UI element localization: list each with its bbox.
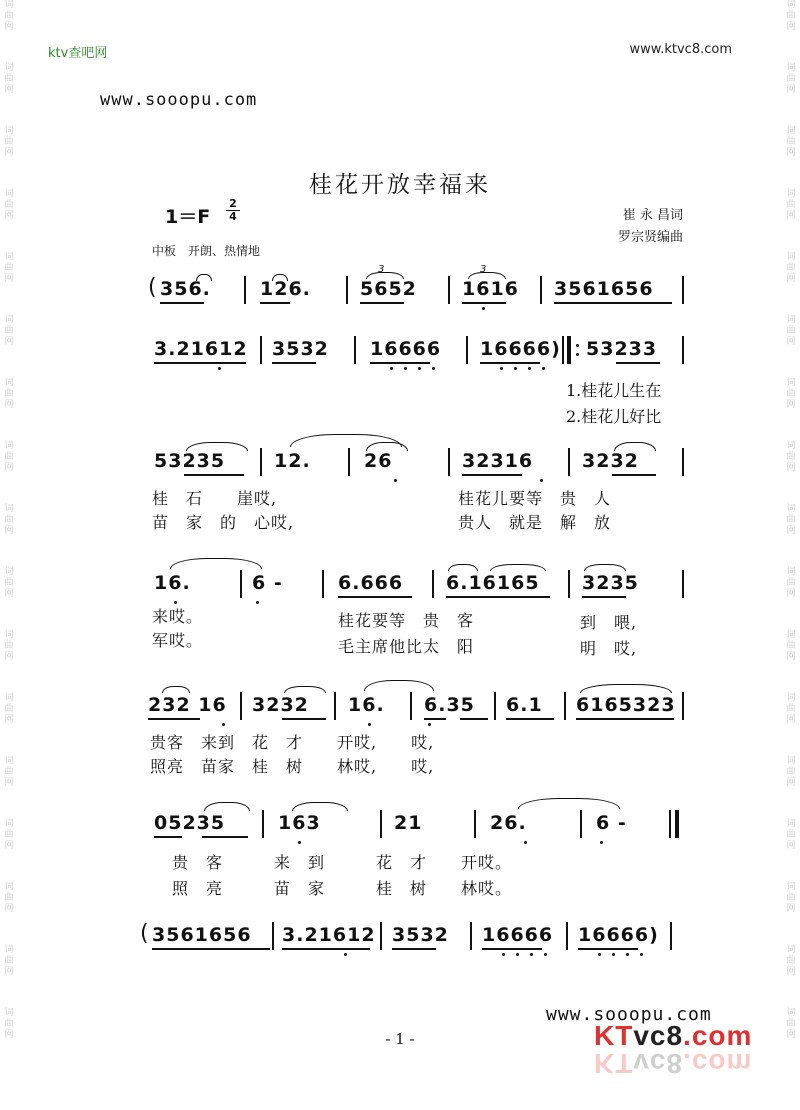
note-group: 6.666 xyxy=(338,572,404,594)
edge-glyph: 网 xyxy=(786,652,796,662)
edge-glyph: 词 xyxy=(4,0,14,10)
note-group: 53233 xyxy=(586,338,658,360)
edge-glyph: 曲 xyxy=(786,11,796,21)
edge-glyph: 网 xyxy=(4,652,14,662)
lyric-row3-v1-a: 桂 石 崖哎, xyxy=(152,489,278,508)
edge-glyph: 网 xyxy=(786,967,796,977)
edge-glyph: 曲 xyxy=(786,200,796,210)
edge-glyph: 词 xyxy=(786,945,796,955)
edge-glyph: 曲 xyxy=(786,767,796,777)
triplet-mark: 3 xyxy=(480,264,487,275)
note-group: 05235 xyxy=(154,812,226,834)
edge-glyph: 网 xyxy=(4,85,14,95)
edge-glyph: 网 xyxy=(4,274,14,284)
note-group: 6.35 xyxy=(424,694,475,716)
open-parenthesis: ( xyxy=(140,921,149,946)
edge-glyph: 网 xyxy=(4,841,14,851)
edge-glyph: 词 xyxy=(4,63,14,73)
logo-part-com: .com xyxy=(683,1020,753,1051)
lyric-row5-v2: 照亮 苗家 桂 树 林哎, 哎, xyxy=(150,757,435,776)
edge-glyph: 词 xyxy=(4,882,14,892)
edge-glyph: 网 xyxy=(786,85,796,95)
edge-glyph: 曲 xyxy=(786,263,796,273)
notation-system-6 xyxy=(148,806,688,840)
edge-glyph: 词 xyxy=(4,756,14,766)
open-parenthesis: ( xyxy=(148,275,157,300)
edge-glyph: 网 xyxy=(4,337,14,347)
edge-glyph: 词 xyxy=(786,441,796,451)
note-group: 3561656 xyxy=(152,924,252,946)
note-group: 16666) xyxy=(578,924,659,946)
edge-glyph: 词 xyxy=(4,441,14,451)
time-signature xyxy=(226,198,240,223)
note-group: 16666 xyxy=(482,924,554,946)
edge-glyph: 曲 xyxy=(4,641,14,651)
edge-glyph: 曲 xyxy=(786,956,796,966)
edge-glyph: 曲 xyxy=(4,704,14,714)
key-signature: 1＝F xyxy=(165,206,211,228)
lyricist-credit: 崔 永 昌词 xyxy=(622,208,683,223)
edge-glyph: 词 xyxy=(4,315,14,325)
edge-glyph: 词 xyxy=(786,189,796,199)
note-group: 6.1 xyxy=(506,694,543,716)
note-group: 12. xyxy=(274,450,311,472)
verse-2-intro: 2.桂花儿好比 xyxy=(566,407,662,426)
edge-glyph: 词 xyxy=(4,630,14,640)
edge-glyph: 词 xyxy=(4,567,14,577)
edge-glyph: 词 xyxy=(786,1008,796,1018)
edge-glyph: 网 xyxy=(4,148,14,158)
edge-glyph: 网 xyxy=(4,400,14,410)
note-group: 5652 xyxy=(360,278,417,300)
lyric-row4-v2-a: 军哎。 xyxy=(152,631,204,650)
page-number: - 1 - xyxy=(385,1030,415,1048)
edge-glyph: 词 xyxy=(786,567,796,577)
edge-glyph: 网 xyxy=(4,967,14,977)
edge-glyph: 网 xyxy=(786,589,796,599)
note-group: 16. xyxy=(348,694,385,716)
edge-glyph: 词 xyxy=(4,945,14,955)
edge-glyph: 曲 xyxy=(4,515,14,525)
edge-glyph: 网 xyxy=(786,1030,796,1040)
note-group: 6165323 xyxy=(576,694,676,716)
site-url-right[interactable]: www.ktvc8.com xyxy=(629,42,732,57)
edge-glyph: 曲 xyxy=(786,893,796,903)
note-group: 16666) xyxy=(480,338,561,360)
note-group: 26 xyxy=(364,450,393,472)
edge-glyph: 曲 xyxy=(786,641,796,651)
edge-glyph: 网 xyxy=(4,22,14,32)
lyric-row6-v1: 贵 客 来 到 花 才 开哎。 xyxy=(172,853,513,872)
note-group: 356. xyxy=(160,278,211,300)
logo-part-mid: vc8 xyxy=(633,1020,684,1051)
edge-glyph: 网 xyxy=(786,778,796,788)
edge-glyph: 词 xyxy=(786,882,796,892)
lyric-row3-v2-a: 苗 家 的 心哎, xyxy=(152,513,295,532)
note-group: 53235 xyxy=(154,450,226,472)
watermark-url-top: www.sooopu.com xyxy=(100,90,258,110)
edge-glyph: 曲 xyxy=(786,578,796,588)
edge-glyph: 词 xyxy=(786,0,796,10)
edge-glyph: 网 xyxy=(4,589,14,599)
edge-glyph: 词 xyxy=(786,126,796,136)
note-group: 3561656 xyxy=(554,278,654,300)
edge-glyph: 网 xyxy=(4,526,14,536)
notation-system-5 xyxy=(148,688,688,722)
lyric-row3-v2-b: 贵人 就是 解 放 xyxy=(458,513,612,532)
note-group: 163 xyxy=(278,812,321,834)
edge-glyph: 词 xyxy=(4,126,14,136)
repeat-sign xyxy=(576,344,580,362)
verse-1-intro: 1.桂花儿生在 xyxy=(566,381,662,400)
edge-glyph: 曲 xyxy=(4,893,14,903)
edge-glyph: 曲 xyxy=(4,830,14,840)
note-group: 1616 xyxy=(462,278,519,300)
edge-glyph: 词 xyxy=(786,693,796,703)
note-group: 126. xyxy=(260,278,311,300)
edge-glyph: 网 xyxy=(786,463,796,473)
note-group: 3.21612 xyxy=(154,338,248,360)
edge-glyph: 网 xyxy=(4,904,14,914)
edge-glyph: 网 xyxy=(4,211,14,221)
edge-glyph: 曲 xyxy=(4,767,14,777)
edge-glyph: 曲 xyxy=(4,956,14,966)
edge-glyph: 曲 xyxy=(786,326,796,336)
edge-glyph: 词 xyxy=(786,819,796,829)
song-title: 桂花开放幸福来 xyxy=(309,172,491,198)
edge-glyph: 曲 xyxy=(4,1019,14,1029)
edge-glyph: 词 xyxy=(4,693,14,703)
edge-glyph: 词 xyxy=(4,189,14,199)
edge-glyph: 曲 xyxy=(4,137,14,147)
edge-glyph: 曲 xyxy=(786,137,796,147)
note-group: 3232 xyxy=(582,450,639,472)
note-group: 6.16165 xyxy=(446,572,540,594)
edge-glyph: 曲 xyxy=(786,515,796,525)
edge-glyph: 网 xyxy=(786,400,796,410)
note-group: 3532 xyxy=(392,924,449,946)
edge-glyph: 网 xyxy=(4,463,14,473)
note-group: 6 - xyxy=(252,572,283,594)
edge-glyph: 曲 xyxy=(4,389,14,399)
note-group: 3.21612 xyxy=(282,924,376,946)
notation-system-4 xyxy=(148,566,688,600)
note-group: 26. xyxy=(490,812,527,834)
edge-glyph: 词 xyxy=(786,252,796,262)
lyric-row5-v1: 贵客 来到 花 才 开哎, 哎, xyxy=(150,733,435,752)
edge-glyph: 词 xyxy=(4,378,14,388)
lyric-row4-v2-c: 明 哎, xyxy=(580,639,638,658)
note-group: 3235 xyxy=(582,572,639,594)
edge-glyph: 曲 xyxy=(4,452,14,462)
edge-glyph: 网 xyxy=(786,22,796,32)
edge-glyph: 词 xyxy=(786,378,796,388)
lyric-row4-v1-a: 来哎。 xyxy=(152,607,204,626)
lyric-row4-v1-b: 桂花要等 贵 客 xyxy=(338,611,475,630)
notation-system-1 xyxy=(148,264,688,306)
edge-glyph: 词 xyxy=(786,504,796,514)
edge-glyph: 曲 xyxy=(786,452,796,462)
edge-glyph: 曲 xyxy=(4,578,14,588)
note-group: 3532 xyxy=(272,338,329,360)
edge-glyph: 曲 xyxy=(786,389,796,399)
edge-glyph: 曲 xyxy=(786,830,796,840)
note-group: 32316 xyxy=(462,450,534,472)
edge-glyph: 词 xyxy=(786,630,796,640)
edge-glyph: 词 xyxy=(4,819,14,829)
lyric-row4-v1-c: 到 喂, xyxy=(580,613,638,632)
watermark-url-bottom: www.sooopu.com xyxy=(546,1004,712,1025)
time-signature-bottom: 4 xyxy=(226,210,240,223)
notation-system-2 xyxy=(148,332,688,366)
notation-system-7 xyxy=(140,918,688,952)
edge-glyph: 网 xyxy=(786,148,796,158)
composer-credit: 罗宗贤编曲 xyxy=(617,230,683,245)
lyric-row6-v2: 照 亮 苗 家 桂 树 林哎。 xyxy=(172,879,513,898)
edge-glyph: 曲 xyxy=(4,263,14,273)
edge-glyph: 网 xyxy=(786,274,796,284)
edge-glyph: 网 xyxy=(4,1030,14,1040)
edge-glyph: 词 xyxy=(786,63,796,73)
edge-glyph: 曲 xyxy=(4,74,14,84)
edge-glyph: 曲 xyxy=(786,1019,796,1029)
notation-system-3 xyxy=(148,444,688,478)
edge-glyph: 网 xyxy=(786,841,796,851)
edge-glyph: 网 xyxy=(4,778,14,788)
edge-glyph: 曲 xyxy=(786,704,796,714)
edge-glyph: 曲 xyxy=(4,326,14,336)
note-group: 6 - xyxy=(596,812,627,834)
edge-glyph: 词 xyxy=(4,252,14,262)
edge-glyph: 词 xyxy=(4,504,14,514)
lyric-row3-v1-b: 桂花儿要等 贵 人 xyxy=(458,489,612,508)
logo-part-kt: KT xyxy=(594,1020,634,1051)
edge-glyph: 曲 xyxy=(4,11,14,21)
edge-glyph: 词 xyxy=(786,315,796,325)
edge-glyph: 曲 xyxy=(4,200,14,210)
edge-glyph: 网 xyxy=(786,715,796,725)
edge-glyph: 词 xyxy=(4,1008,14,1018)
logo-reflection: KTvc8.com xyxy=(594,1048,753,1079)
edge-glyph: 网 xyxy=(786,211,796,221)
edge-glyph: 曲 xyxy=(786,74,796,84)
triplet-mark: 3 xyxy=(378,264,385,275)
note-group: 16666 xyxy=(370,338,442,360)
edge-glyph: 网 xyxy=(786,337,796,347)
note-group: 16. xyxy=(154,572,191,594)
lyric-row4-v2-b: 毛主席他比太 阳 xyxy=(338,637,475,656)
edge-glyph: 网 xyxy=(4,715,14,725)
note-group: 232 16 xyxy=(148,694,227,716)
note-group: 21 xyxy=(394,812,423,834)
edge-glyph: 网 xyxy=(786,526,796,536)
site-name-left[interactable]: ktv查吧网 xyxy=(48,46,108,61)
edge-glyph: 网 xyxy=(786,904,796,914)
edge-glyph: 词 xyxy=(786,756,796,766)
tempo-marking: 中板 开朗、热情地 xyxy=(152,244,261,258)
note-group: 3232 xyxy=(252,694,309,716)
time-signature-top: 2 xyxy=(229,197,237,210)
